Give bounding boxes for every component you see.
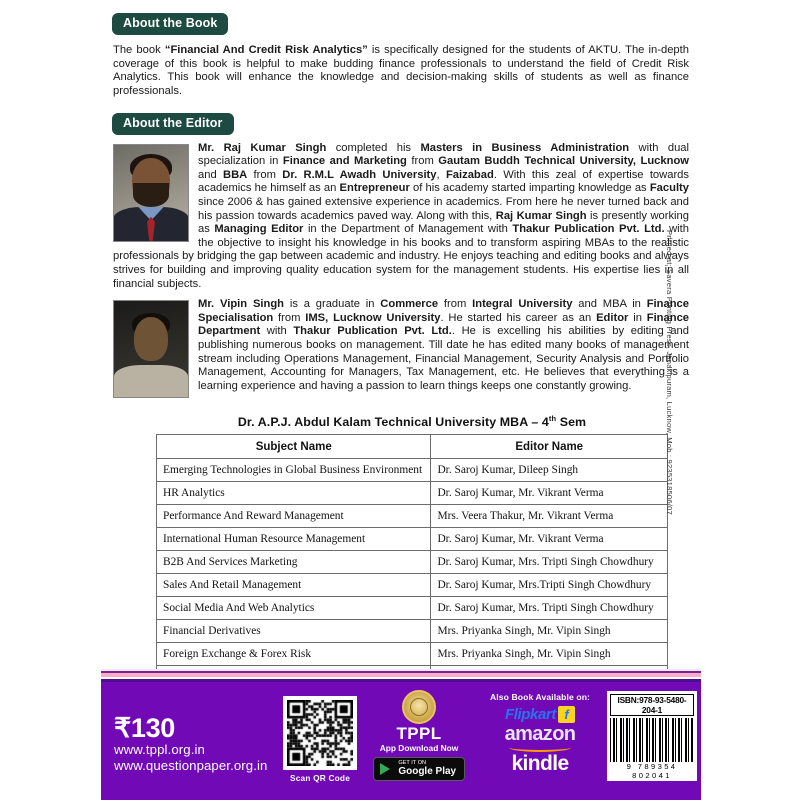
qr-code-image[interactable] [283, 696, 357, 770]
about-editor-section-header [101, 99, 701, 135]
editor-bio-vipin-singh: Mr. Vipin Singh is a graduate in Commerce from Integral University and MBA in Finance Specialisation from IMS, Lucknow University. He started his career as an Editor in Finance Department with Thakur Publication Pvt. Ltd.. He is excelling his abilities by editing and publishing numerous books on management. Till date he has edited many books of management stream including Operations Management, Financial Management, Security Analysis and Portfolio Management, Accounting for Managers, Tax Management, etc. He believes that everything is a learning experience and having a passion to learn things keeps one constantly growing. [198, 298, 690, 392]
google-play-icon [380, 763, 390, 775]
table-title-ordinal: th [548, 414, 557, 424]
google-play-text [398, 760, 456, 777]
column-header-editor-name: Editor Name [431, 435, 668, 459]
table-body [157, 459, 668, 689]
flipkart-logo[interactable] [481, 706, 599, 723]
google-play-small-label: GET IT ON [398, 760, 427, 767]
price-label: ₹130 [114, 713, 176, 743]
barcode-image [610, 718, 694, 762]
cell-editor-name: Dr. Saroj Kumar, Mrs. Tripti Singh Chowdhury [431, 551, 668, 574]
about-book-badge: About the Book [112, 13, 228, 35]
book-back-cover [101, 0, 701, 800]
footer-banner [101, 682, 701, 800]
table-row [157, 574, 668, 597]
table-header-row [157, 435, 668, 459]
amazon-logo[interactable] [481, 724, 599, 752]
photo-beard [133, 183, 169, 207]
online-stores-block [481, 692, 599, 775]
price-and-urls [114, 714, 267, 773]
cell-editor-name: Dr. Saroj Kumar, Mr. Vikrant Verma [431, 528, 668, 551]
website-url-tppl[interactable]: www.tppl.org.in [114, 742, 205, 757]
cell-editor-name: Mrs. Priyanka Singh, Mr. Vipin Singh [431, 643, 668, 666]
subject-editor-table [156, 434, 668, 689]
table-row [157, 528, 668, 551]
column-header-subject-name: Subject Name [157, 435, 431, 459]
table-row [157, 482, 668, 505]
table-title-suffix: Sem [556, 415, 587, 430]
stores-availability-title: Also Book Available on: [489, 692, 591, 702]
cell-subject-name: Social Media And Web Analytics [157, 597, 431, 620]
app-download-block [367, 690, 471, 781]
website-url-questionpaper[interactable]: www.questionpaper.org.in [114, 757, 268, 773]
flipkart-wordmark: Flipkart [505, 706, 556, 723]
table-row [157, 620, 668, 643]
table-row [157, 505, 668, 528]
google-play-big-label: Google Play [398, 766, 457, 778]
decorative-stripe-divider [101, 669, 701, 682]
qr-code-block[interactable] [283, 696, 357, 783]
editor-entry-raj-kumar-singh [101, 135, 701, 292]
cell-subject-name: International Human Resource Management [157, 528, 431, 551]
qr-code-caption: Scan QR Code [289, 773, 351, 783]
table-row [157, 459, 668, 482]
cell-subject-name: Emerging Technologies in Global Business Environment [157, 459, 431, 482]
editor-photo-raj-kumar-singh [113, 144, 189, 242]
cell-editor-name: Dr. Saroj Kumar, Mr. Vikrant Verma [431, 482, 668, 505]
photo-face [134, 317, 168, 361]
amazon-wordmark: amazon [504, 723, 576, 745]
about-book-paragraph [101, 35, 701, 98]
about-book-text: The book “Financial And Credit Risk Analytics” is specifically designed for the students of AKTU. The in-depth coverage of this book is helpful to make budding finance professionals to understand the field of Credit Risk Analytics. This book will enhance the knowledge and decision-making skills of students as well as finance professionals. [113, 44, 689, 97]
cell-subject-name: Financial Derivatives [157, 620, 431, 643]
editor-entry-vipin-singh [101, 291, 701, 400]
kindle-wordmark[interactable]: kindle [511, 752, 569, 775]
table-row [157, 551, 668, 574]
cell-subject-name: Foreign Exchange & Forex Risk [157, 643, 431, 666]
google-play-badge[interactable] [373, 757, 465, 781]
flipkart-f-icon: f [558, 706, 575, 723]
cell-editor-name: Dr. Saroj Kumar, Mrs. Tripti Singh Chowdhury [431, 597, 668, 620]
photo-shirt [114, 365, 188, 397]
table-title-prefix: Dr. A.P.J. Abdul Kalam Technical University MBA – 4 [237, 415, 549, 430]
cell-subject-name: Sales And Retail Management [157, 574, 431, 597]
cell-editor-name: Dr. Saroj Kumar, Mrs.Tripti Singh Chowdhury [431, 574, 668, 597]
tppl-seal-icon [402, 690, 436, 724]
editor-photo-vipin-singh [113, 300, 189, 398]
isbn-barcode-block [607, 691, 697, 781]
cell-subject-name: HR Analytics [157, 482, 431, 505]
editor-bio-raj-kumar-singh: Mr. Raj Kumar Singh completed his Masters in Business Administration with dual specialization in Finance and Marketing from Gautam Buddh Technical University, Lucknow and BBA from Dr. R.M.L Awadh University, Faizabad. With this zeal of expertise towards academics he himself as an Entrepreneur of his academy started imparting knowledge as Faculty since 2006 & has gained extensive experience in academics. From here he never turned back and his passion towards academics paved way. Along with this, Raj Kumar Singh is presently working as Managing Editor in the Department of Management with Thakur Publication Pvt. Ltd. with the objective to insight his knowledge in his books and to transform aspiring MBAs to the realistic professionals by bridging the gap between academic and industry. He enjoys teaching and editing books and always strives for building and improving quality education system for the management students. His expertise lies in all financial subjects. [113, 141, 690, 290]
table-row [157, 643, 668, 666]
cell-subject-name: B2B And Services Marketing [157, 551, 431, 574]
barcode-digits: 9 789354 802041 [626, 762, 678, 780]
printer-credit-vertical-text: Printed at: Savera Printing Press, Janakipuram, Lucknow, Mob.: 9235318506/07 [665, 230, 674, 515]
tppl-brand-label: TPPL [396, 724, 442, 743]
about-editor-badge: About the Editor [112, 113, 234, 135]
table-head [157, 435, 668, 459]
cell-editor-name: Dr. Saroj Kumar, Dileep Singh [431, 459, 668, 482]
cell-editor-name: Mrs. Veera Thakur, Mr. Vikrant Verma [431, 505, 668, 528]
subject-table-section [101, 400, 701, 689]
app-download-subtitle: App Download Now [379, 743, 459, 753]
table-row [157, 597, 668, 620]
isbn-label: ISBN:978-93-5480-204-1 [610, 694, 694, 716]
subject-table-title [135, 414, 689, 434]
cell-subject-name: Performance And Reward Management [157, 505, 431, 528]
about-book-section-header [101, 0, 701, 35]
cell-editor-name: Mrs. Priyanka Singh, Mr. Vipin Singh [431, 620, 668, 643]
